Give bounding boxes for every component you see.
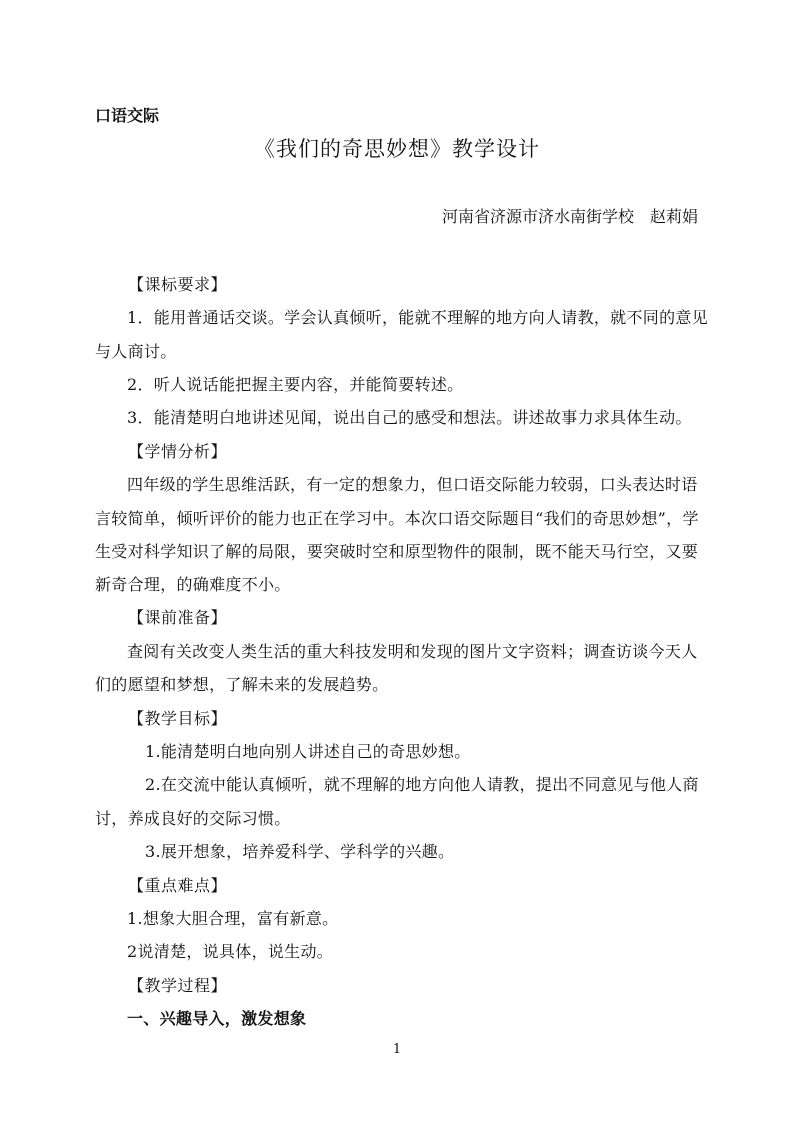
curriculum-item-1-line-2: 与人商讨。 — [95, 342, 177, 361]
key-points-item-1: 1.想象大胆合理，富有新意。 — [127, 909, 339, 928]
analysis-line-2: 言较简单，倾听评价的能力也正在学习中。本次口语交际题目“我们的奇思妙想”，学 — [95, 509, 699, 528]
page-number: 1 — [392, 1042, 402, 1057]
document-title: 《我们的奇思妙想》教学设计 — [254, 137, 540, 161]
prep-heading: 【课前准备】 — [128, 608, 228, 627]
analysis-heading: 【学情分析】 — [128, 442, 228, 461]
goals-item-2-line-1: 2.在交流中能认真倾听，就不理解的地方向他人请教，提出不同意见与他人商 — [145, 775, 699, 794]
process-step-1: 一、兴趣导入，激发想象 — [127, 1009, 307, 1028]
key-points-heading: 【重点难点】 — [128, 876, 228, 895]
process-heading: 【教学过程】 — [128, 976, 228, 995]
analysis-line-1: 四年级的学生思维活跃，有一定的想象力，但口语交际能力较弱，口头表达时语 — [127, 475, 698, 494]
section-label: 口语交际 — [95, 106, 160, 125]
curriculum-item-1-line-1: 1．能用普通话交谈。学会认真倾听，能就不理解的地方向人请教，就不同的意见 — [127, 308, 708, 327]
key-points-item-2: 2说清楚，说具体，说生动。 — [127, 942, 334, 961]
author-line: 河南省济源市济水南街学校 赵莉娟 — [441, 207, 698, 226]
analysis-line-4: 新奇合理，的确难度不小。 — [95, 575, 291, 594]
prep-line-1: 查阅有关改变人类生活的重大科技发明和发现的图片文字资料；调查访谈今天人 — [127, 642, 698, 661]
curriculum-item-2: 2．听人说话能把握主要内容，并能简要转述。 — [127, 375, 464, 394]
curriculum-item-3: 3．能清楚明白地讲述见闻，说出自己的感受和想法。讲述故事力求具体生动。 — [127, 408, 692, 427]
curriculum-heading: 【课标要求】 — [128, 275, 228, 294]
prep-line-2: 们的愿望和梦想，了解未来的发展趋势。 — [95, 675, 389, 694]
goals-item-1: 1.能清楚明白地向别人讲述自己的奇思妙想。 — [145, 742, 471, 761]
goals-item-2-line-2: 讨，养成良好的交际习惯。 — [95, 809, 291, 828]
goals-heading: 【教学目标】 — [128, 709, 228, 728]
analysis-line-3: 生受对科学知识了解的局限，要突破时空和原型物件的限制，既不能天马行空，又要 — [95, 542, 699, 561]
goals-item-3: 3.展开想象，培养爱科学、学科学的兴趣。 — [145, 842, 455, 861]
